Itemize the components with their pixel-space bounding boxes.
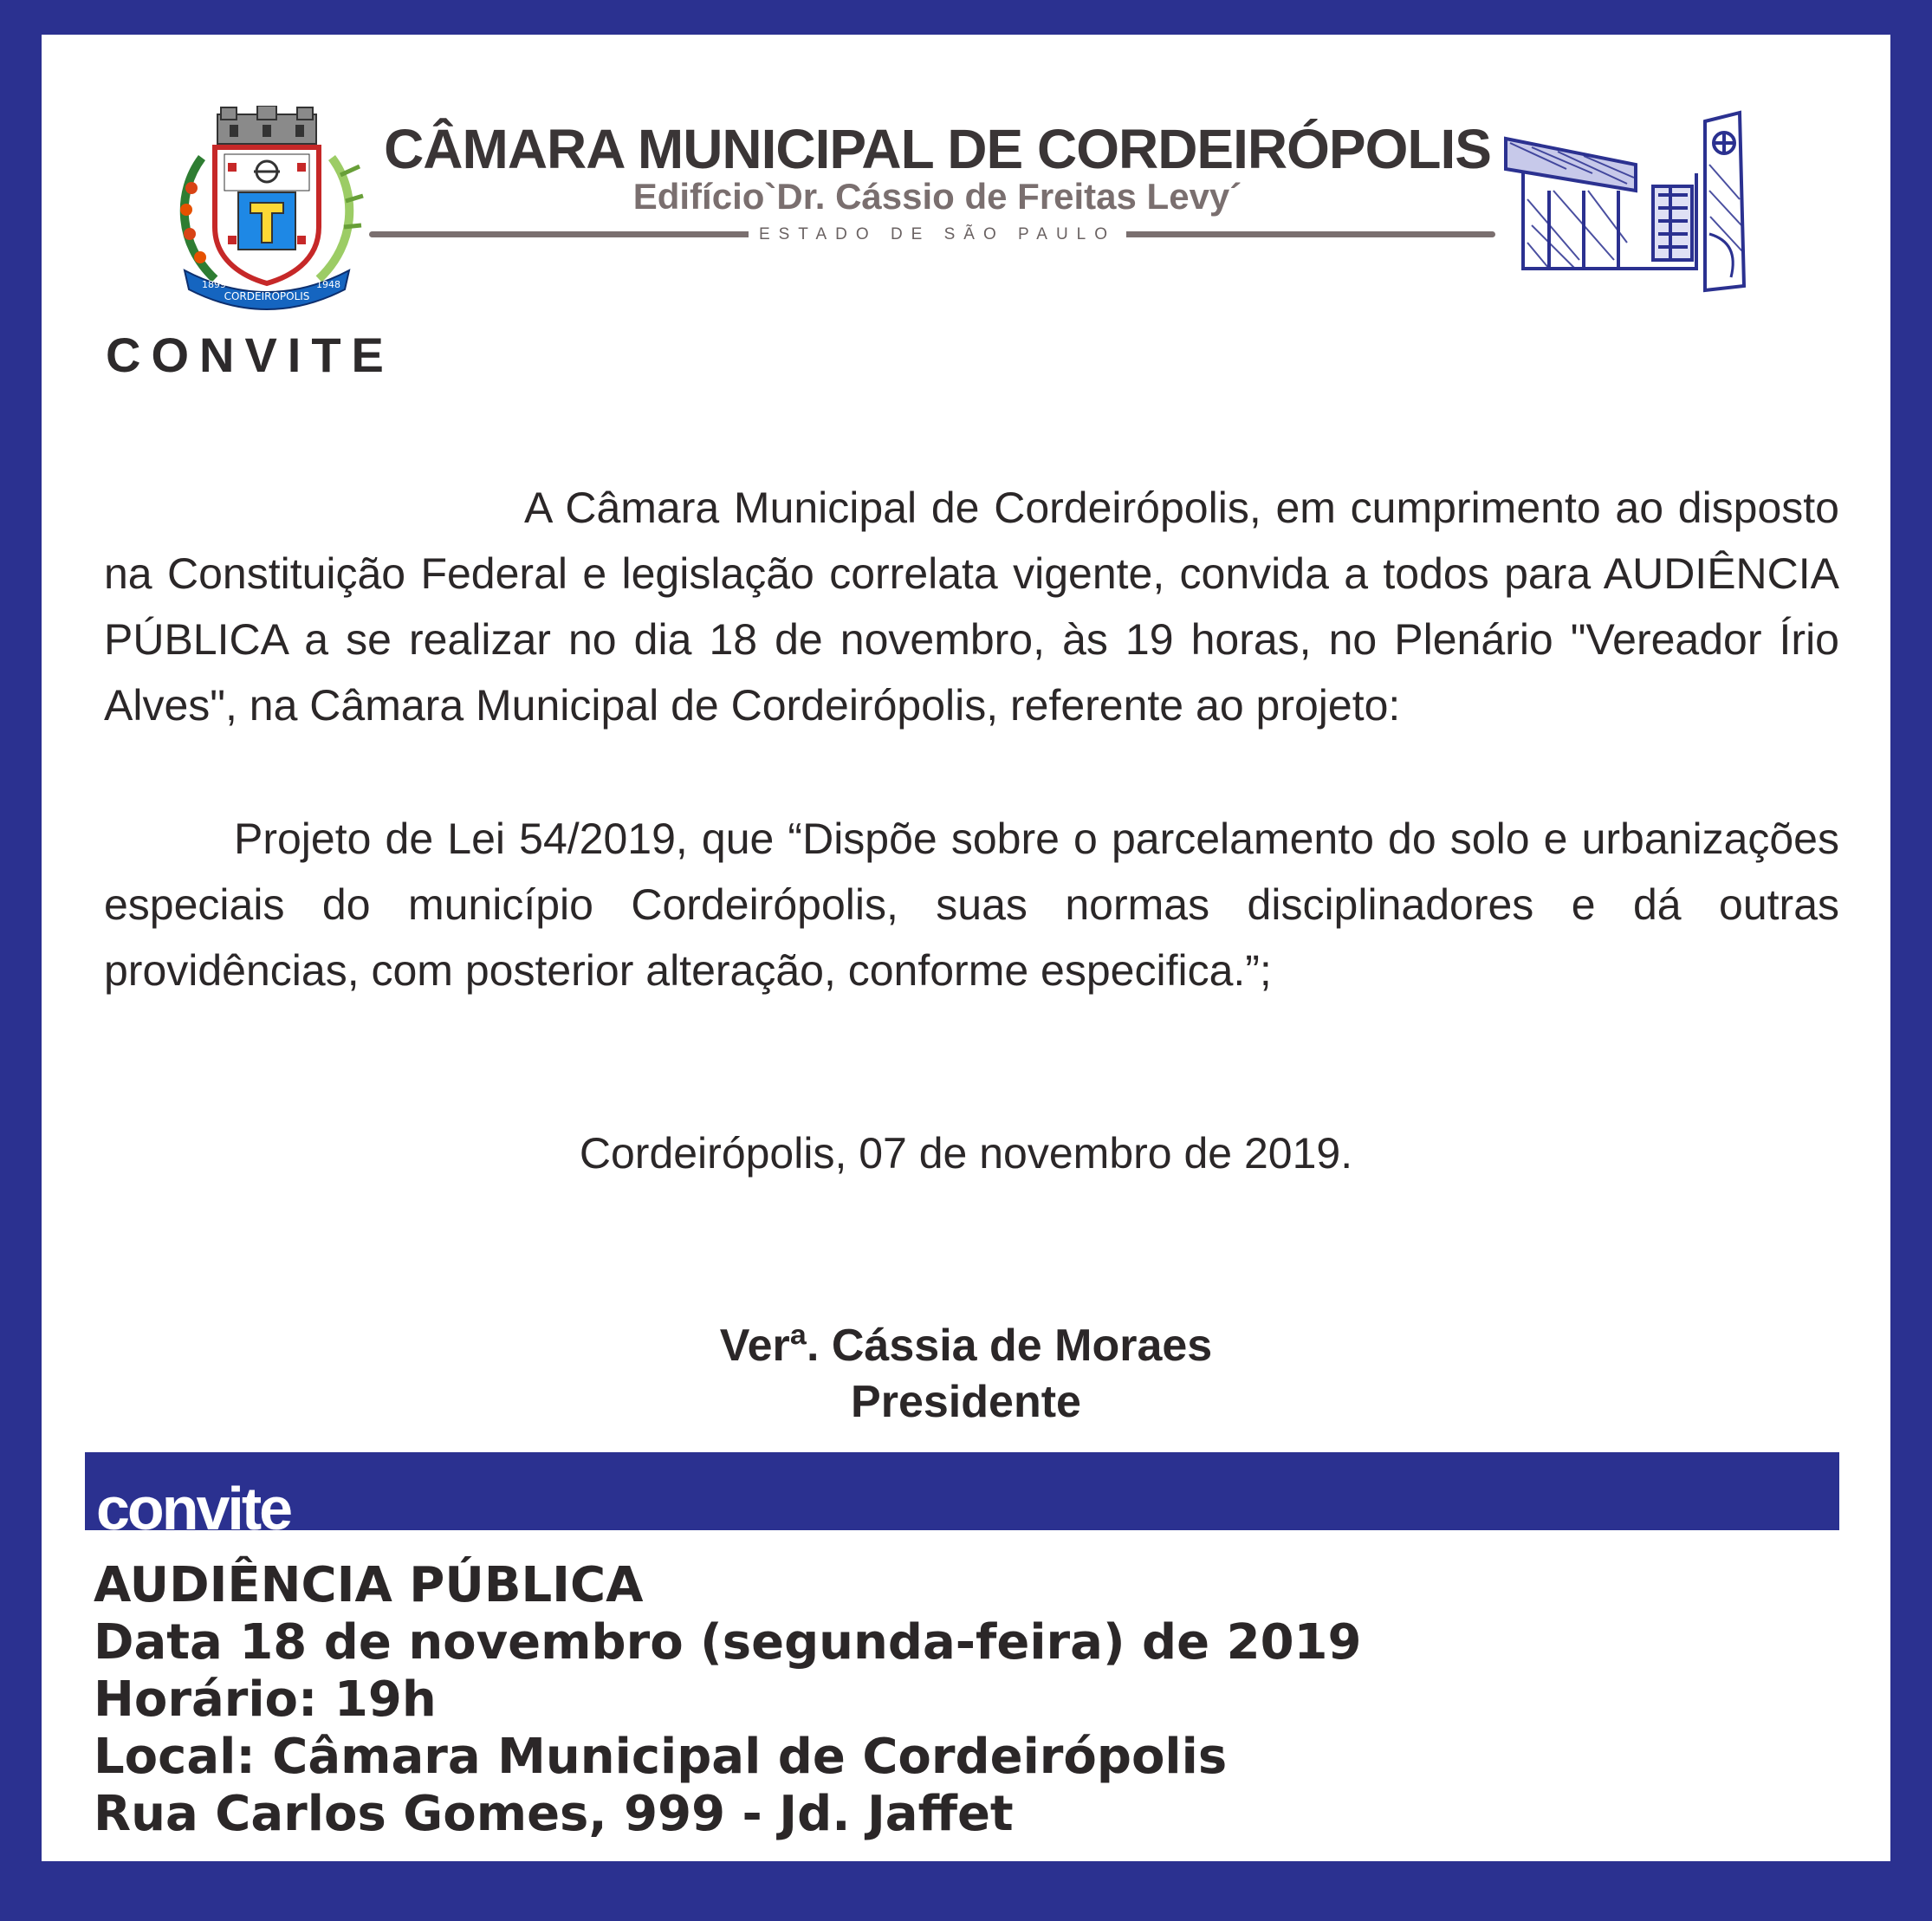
institution-title: CÂMARA MUNICIPAL DE CORDEIRÓPOLIS: [384, 118, 1491, 180]
convite-banner: [85, 1452, 1839, 1530]
svg-text:1899: 1899: [202, 279, 226, 290]
signatory-role: Presidente: [851, 1377, 1081, 1427]
state-caption: ESTADO DE SÃO PAULO: [749, 225, 1126, 243]
state-caption-wrap: [366, 225, 1509, 244]
place-and-date: Cordeirópolis, 07 de novembro de 2019.: [579, 1129, 1353, 1178]
building-subtitle: Edifício`Dr. Cássio de Freitas Levy´: [632, 176, 1242, 217]
info-line-time: Horário: 19h: [94, 1671, 437, 1728]
invitation-paragraph: A Câmara Municipal de Cordeirópolis, em cumprimento ao disposto na Constituição Federal e legislação correlata vigente, convida a todos para AUDIÊNCIA PÚBLICA a se realizar no dia 18 de novembro, às 19 horas, no Plenário "Vereador Írio Alves", na Câmara Municipal de Cordeirópolis, referente ao projeto:: [104, 483, 1839, 730]
building-sketch-logo: [1497, 104, 1757, 295]
info-line-location: Local: Câmara Municipal de Cordeirópolis: [94, 1729, 1228, 1785]
document-heading: CONVITE: [106, 328, 394, 382]
svg-text:1948: 1948: [316, 279, 340, 290]
project-paragraph: Projeto de Lei 54/2019, que “Dispõe sobre o parcelamento do solo e urbanizações especiais do município Cordeirópolis, suas normas disciplinadores e dá outras providências, com posterior alteração, conforme especifica.”;: [104, 814, 1839, 995]
info-line-date: Data 18 de novembro (segunda-feira) de 2019: [94, 1614, 1362, 1671]
info-line-address: Rua Carlos Gomes, 999 - Jd. Jaffet: [94, 1786, 1014, 1842]
document-frame: [42, 35, 1890, 1861]
svg-text:CORDEIRÓPOLIS: CORDEIRÓPOLIS: [224, 290, 310, 302]
coat-of-arms-logo: [167, 106, 366, 315]
info-line-title: AUDIÊNCIA PÚBLICA: [94, 1557, 644, 1613]
signatory-name: Verª. Cássia de Moraes: [719, 1321, 1213, 1371]
convite-banner-label: convite: [96, 1475, 291, 1542]
